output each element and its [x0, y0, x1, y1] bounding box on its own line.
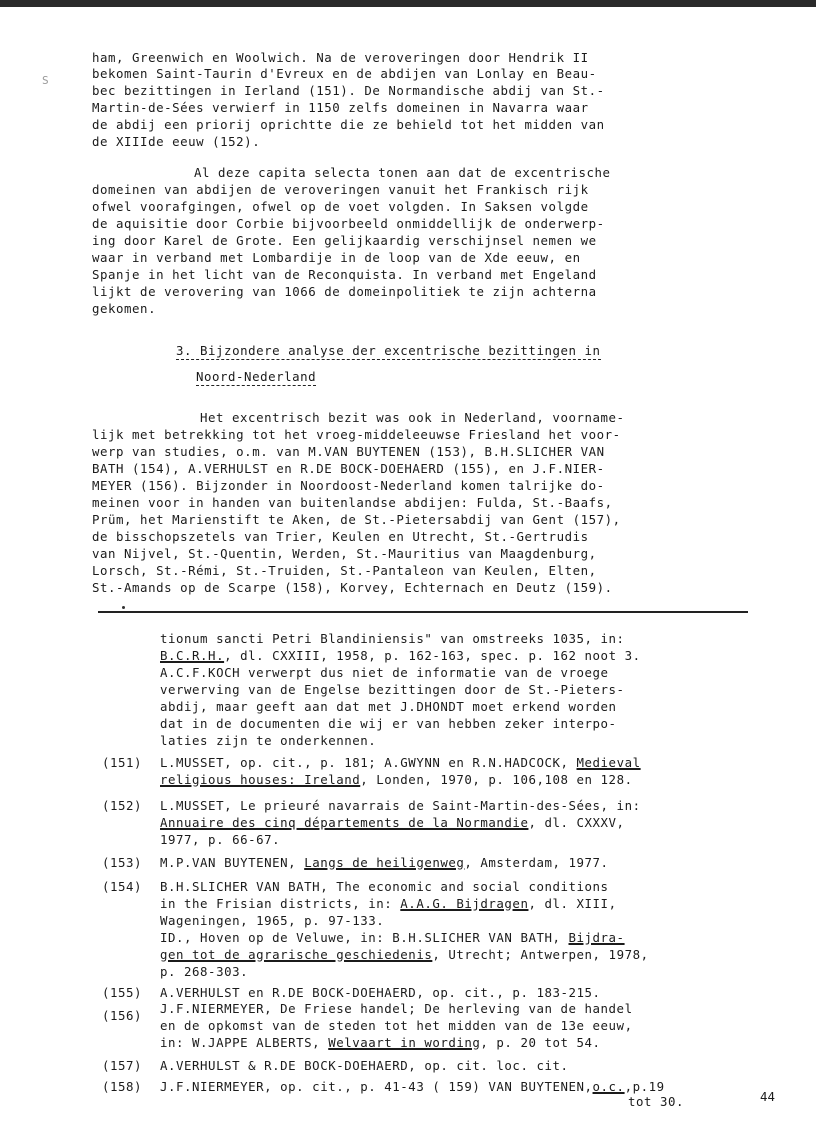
text-span: , Amsterdam, 1977. — [464, 855, 609, 870]
text-line: van Nijvel, St.-Quentin, Werden, St.-Mauritius van Maagdenburg, — [92, 546, 597, 561]
section-heading-continued: Noord-Nederland — [196, 369, 317, 384]
text-line — [160, 1035, 601, 1051]
text-span: M.P.VAN BUYTENEN, — [160, 855, 305, 870]
text-span: , dl. XIII, — [528, 896, 617, 911]
text-span: , Utrecht; Antwerpen, 1978, — [432, 947, 649, 962]
text-line: BATH (154), A.VERHULST en R.DE BOCK-DOEHAERD (155), en J.F.NIER- — [92, 461, 605, 476]
text-line: A.VERHULST & R.DE BOCK-DOEHAERD, op. cit. loc. cit. — [160, 1058, 569, 1073]
text-line — [160, 930, 625, 946]
text-line — [160, 648, 641, 664]
text-line: A.C.F.KOCH verwerpt dus niet de informatie van de vroege — [160, 665, 609, 680]
text-line: verwerving van de Engelse bezittingen door de St.-Pieters- — [160, 682, 625, 697]
footnote-number: (157) — [102, 1058, 143, 1073]
journal-title: B.C.R.H. — [160, 648, 225, 663]
text-line: dat in de documenten die wij er van hebben zeker interpo- — [160, 716, 617, 731]
text-span: , dl. CXXXV, — [528, 815, 625, 830]
text-line: tot 30. — [628, 1094, 685, 1109]
text-line — [160, 1079, 665, 1095]
text-line: de bisschopszetels van Trier, Keulen en Utrecht, St.-Gertrudis — [92, 529, 589, 544]
text-span: , p. 20 tot 54. — [480, 1035, 601, 1050]
text-line: en de opkomst van de steden tot het midden van de 13e eeuw, — [160, 1018, 633, 1033]
text-line: 1977, p. 66-67. — [160, 832, 281, 847]
text-line: Prüm, het Marienstift te Aken, de St.-Pietersabdij van Gent (157), — [92, 512, 621, 527]
text-span: ID., Hoven op de Veluwe, in: B.H.SLICHER VAN BATH, — [160, 930, 569, 945]
text-line: laties zijn te onderkennen. — [160, 733, 377, 748]
margin-mark: S — [42, 74, 49, 87]
text-line: gekomen. — [92, 301, 157, 316]
text-line: ofwel voorafgingen, ofwel op de voet volgden. In Saksen volgde — [92, 199, 589, 214]
text-line: bekomen Saint-Taurin d'Evreux en de abdijen van Lonlay en Beau- — [92, 66, 597, 81]
text-line: A.VERHULST en R.DE BOCK-DOEHAERD, op. cit., p. 183-215. — [160, 985, 601, 1000]
text-span: in: W.JAPPE ALBERTS, — [160, 1035, 329, 1050]
text-line: ing door Karel de Grote. Een gelijkaardig verschijnsel nemen we — [92, 233, 597, 248]
text-line: MEYER (156). Bijzonder in Noordoost-Nederland komen talrijke do- — [92, 478, 605, 493]
text-line: tionum sancti Petri Blandiniensis" van omstreeks 1035, in: — [160, 631, 625, 646]
scan-top-edge — [0, 0, 816, 7]
text-line: p. 268-303. — [160, 964, 249, 979]
text-line: St.-Amands op de Scarpe (158), Korvey, Echternach en Deutz (159). — [92, 580, 613, 595]
text-line: Wageningen, 1965, p. 97-133. — [160, 913, 385, 928]
text-line: Het excentrisch bezit was ook in Nederland, voorname- — [200, 410, 625, 425]
text-line: lijkt de verovering van 1066 de domeinpolitiek te zijn achterna — [92, 284, 597, 299]
footnote-number: (158) — [102, 1079, 143, 1094]
text-line: L.MUSSET, Le prieuré navarrais de Saint-Martin-des-Sées, in: — [160, 798, 641, 813]
abbreviation: o.c. — [592, 1079, 625, 1094]
text-line — [160, 896, 617, 912]
text-line: abdij, maar geeft aan dat met J.DHONDT moet erkend worden — [160, 699, 617, 714]
text-line: ham, Greenwich en Woolwich. Na de veroveringen door Hendrik II — [92, 50, 589, 65]
text-line: de abdij een priorij oprichtte die ze behield tot het midden van — [92, 117, 605, 132]
footnote-number: (153) — [102, 855, 143, 870]
text-line: Spanje in het licht van de Reconquista. In verband met Engeland — [92, 267, 597, 282]
footnote-number: (156) — [102, 1008, 143, 1023]
footnote-number: (154) — [102, 879, 143, 894]
footnote-separator — [98, 611, 748, 613]
text-span: in the Frisian districts, in: — [160, 896, 401, 911]
journal-title: A.A.G. Bijdragen — [400, 896, 529, 911]
footnote-number: (151) — [102, 755, 143, 770]
text-line — [160, 755, 641, 771]
text-line: bec bezittingen in Ierland (151). De Normandische abdij van St.- — [92, 83, 605, 98]
footnote-number: (155) — [102, 985, 143, 1000]
text-line: werp van studies, o.m. van M.VAN BUYTENEN (153), B.H.SLICHER VAN — [92, 444, 605, 459]
text-line — [160, 947, 649, 963]
text-line: Al deze capita selecta tonen aan dat de excentrische — [194, 165, 611, 180]
text-span: ,p.19 — [624, 1079, 665, 1094]
text-line: Lorsch, St.-Rémi, St.-Truiden, St.-Pantaleon van Keulen, Elten, — [92, 563, 597, 578]
text-line: domeinen van abdijen de veroveringen vanuit het Frankisch rijk — [92, 182, 589, 197]
text-line: de XIIIde eeuw (152). — [92, 134, 261, 149]
book-title: Bijdra- — [568, 930, 625, 945]
journal-title: Annuaire des cinq départements de la Normandie — [160, 815, 529, 830]
text-line — [160, 855, 609, 871]
text-span: J.F.NIERMEYER, op. cit., p. 41-43 ( 159) VAN BUYTENEN, — [160, 1079, 593, 1094]
speck — [122, 606, 125, 609]
text-line: waar in verband met Lombardije in de loop van de Xde eeuw, en — [92, 250, 581, 265]
page-number: 44 — [760, 1089, 775, 1104]
text-line: lijk met betrekking tot het vroeg-middeleeuwse Friesland het voor- — [92, 427, 621, 442]
book-title: religious houses: Ireland — [160, 772, 361, 787]
footnote-number: (152) — [102, 798, 143, 813]
text-line: de aquisitie door Corbie bijvoorbeeld onmiddellijk de onderwerp- — [92, 216, 605, 231]
book-title: gen tot de agrarische geschiedenis — [160, 947, 433, 962]
text-line: J.F.NIERMEYER, De Friese handel; De herleving van de handel — [160, 1001, 633, 1016]
book-title: Langs de heiligenweg — [304, 855, 465, 870]
book-title: Welvaart in wording — [328, 1035, 481, 1050]
text-line: Martin-de-Sées verwierf in 1150 zelfs domeinen in Navarra waar — [92, 100, 589, 115]
text-line — [160, 772, 633, 788]
book-title: Medieval — [576, 755, 641, 770]
section-heading: 3. Bijzondere analyse der excentrische bezittingen in — [176, 343, 601, 358]
text-span: L.MUSSET, op. cit., p. 181; A.GWYNN en R.N.HADCOCK, — [160, 755, 577, 770]
text-line — [160, 815, 625, 831]
text-line: B.H.SLICHER VAN BATH, The economic and social conditions — [160, 879, 609, 894]
text-span: , Londen, 1970, p. 106,108 en 128. — [360, 772, 633, 787]
text-line: meinen voor in handen van buitenlandse abdijen: Fulda, St.-Baafs, — [92, 495, 613, 510]
text-span: , dl. CXXIII, 1958, p. 162-163, spec. p. 162 noot 3. — [224, 648, 641, 663]
